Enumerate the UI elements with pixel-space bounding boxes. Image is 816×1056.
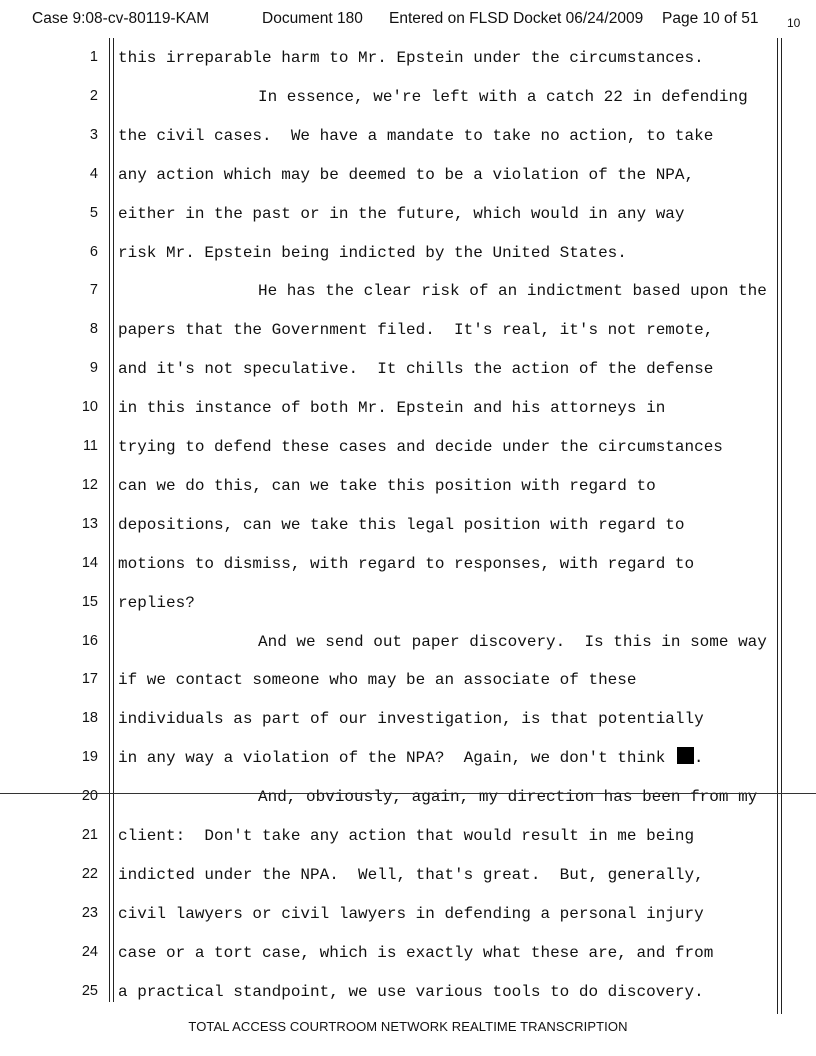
line-text-content: either in the past or in the future, which would in any way (118, 204, 685, 223)
transcript-line (0, 124, 816, 148)
line-number: 1 (89, 49, 98, 65)
transcript-line (0, 318, 816, 342)
line-text (118, 124, 713, 148)
transcript-line (0, 980, 816, 1004)
document-number: Document 180 (262, 10, 363, 27)
line-text-content: risk Mr. Epstein being indicted by the United States. (118, 243, 627, 262)
line-number: 19 (81, 749, 98, 766)
line-number: 8 (89, 321, 98, 338)
scan-artifact-line (0, 793, 816, 794)
transcript-footer: TOTAL ACCESS COURTROOM NETWORK REALTIME TRANSCRIPTION (188, 1019, 628, 1034)
line-number: 21 (81, 827, 98, 843)
line-text-content: trying to defend these cases and decide under the circumstances (118, 438, 723, 456)
line-text-content: if we contact someone who may be an associate of these (118, 671, 637, 690)
line-number: 10 (81, 399, 98, 416)
transcript-page-number: 10 (787, 16, 801, 30)
line-number: 18 (81, 710, 98, 727)
transcript-line (0, 746, 816, 770)
line-text (118, 591, 195, 615)
line-text (118, 513, 685, 537)
line-text (118, 163, 694, 187)
page-indicator: Page 10 of 51 (662, 10, 759, 27)
line-text (258, 785, 757, 809)
transcript-line (0, 357, 816, 381)
line-text (118, 824, 694, 848)
line-text-content: In essence, we're left with a catch 22 in defending (258, 87, 748, 106)
line-text-content: And, obviously, again, my direction has been from my (258, 788, 758, 807)
line-text (118, 746, 704, 770)
line-text (118, 552, 694, 576)
line-number: 17 (81, 671, 98, 688)
transcript-line (0, 941, 816, 965)
line-text-content: case or a tort case, which is exactly what these are, and from (118, 943, 714, 962)
line-text (118, 941, 713, 965)
transcript-line (0, 785, 816, 809)
line-number: 7 (89, 282, 98, 299)
redaction-box (677, 747, 694, 764)
transcript-line (0, 668, 816, 692)
line-text-content: motions to dismiss, with regard to responses, with regard to (118, 554, 695, 573)
line-text-content: replies? (118, 593, 195, 612)
transcript-line (0, 630, 816, 654)
line-text-content: in any way a violation of the NPA? Again, we don't think (118, 749, 675, 768)
line-number: 22 (81, 865, 98, 882)
transcript-line (0, 85, 816, 109)
line-text (118, 668, 636, 692)
transcript-line (0, 591, 816, 615)
transcript-line (0, 396, 816, 420)
transcript-line (0, 46, 816, 70)
line-text (258, 85, 748, 109)
line-number: 9 (89, 360, 98, 377)
line-text-suffix: . (693, 749, 704, 768)
case-number: Case 9:08-cv-80119-KAM (32, 10, 210, 27)
line-number: 16 (81, 632, 98, 649)
line-number: 2 (89, 87, 98, 104)
line-text (118, 707, 704, 731)
line-text-content: the civil cases. We have a mandate to take no action, to take (118, 126, 714, 145)
line-text (118, 241, 627, 265)
line-text (118, 902, 704, 926)
line-text (118, 396, 665, 420)
line-text-content: civil lawyers or civil lawyers in defending a personal injury (118, 904, 704, 923)
transcript-line (0, 824, 816, 848)
line-text-content: papers that the Government filed. It's real, it's not remote, (118, 321, 714, 340)
transcript-line (0, 902, 816, 926)
line-number: 20 (81, 788, 98, 805)
line-text (118, 357, 713, 381)
docket-entry-date: Entered on FLSD Docket 06/24/2009 (389, 10, 644, 27)
line-number: 14 (81, 554, 98, 571)
line-number: 4 (89, 165, 98, 182)
line-text-content: a practical standpoint, we use various tools to do discovery. (118, 982, 704, 1001)
line-text (118, 318, 713, 342)
line-number: 13 (81, 515, 98, 532)
transcript-line (0, 552, 816, 576)
line-text (258, 279, 767, 303)
line-text-content: depositions, can we take this legal position with regard to (118, 515, 685, 534)
transcript-line (0, 279, 816, 303)
line-number: 15 (81, 593, 98, 610)
line-text-content: can we do this, can we take this position with regard to (118, 476, 656, 495)
transcript-line (0, 202, 816, 226)
line-number: 11 (82, 438, 98, 454)
line-text-content: and it's not speculative. It chills the action of the defense (118, 360, 714, 379)
line-text-content: in this instance of both Mr. Epstein and his attorneys in (118, 399, 666, 418)
transcript-line (0, 513, 816, 537)
line-text (118, 474, 656, 498)
line-text (258, 630, 767, 654)
line-number: 12 (81, 476, 98, 493)
line-text (118, 980, 704, 1004)
line-text-content: this irreparable harm to Mr. Epstein under the circumstances. (118, 49, 704, 67)
transcript-line (0, 863, 816, 887)
line-text-content: indicted under the NPA. Well, that's great. But, generally, (118, 865, 704, 884)
line-number: 6 (89, 243, 98, 260)
line-number: 5 (89, 204, 98, 221)
line-number: 24 (81, 943, 98, 960)
transcript-line (0, 707, 816, 731)
transcript-line (0, 435, 816, 459)
line-text (118, 202, 685, 226)
transcript-line (0, 474, 816, 498)
line-text-content: individuals as part of our investigation, is that potentially (118, 710, 704, 729)
transcript-line (0, 163, 816, 187)
line-number: 3 (89, 126, 98, 143)
line-text-content: client: Don't take any action that would result in me being (118, 827, 695, 845)
line-text (118, 863, 704, 887)
line-text-content: He has the clear risk of an indictment based upon the (258, 282, 767, 301)
transcript-line (0, 241, 816, 265)
line-text-content: any action which may be deemed to be a violation of the NPA, (118, 165, 695, 184)
line-text-content: And we send out paper discovery. Is this in some way (258, 632, 767, 651)
line-number: 23 (81, 904, 98, 921)
line-text (118, 435, 723, 459)
line-text (118, 46, 704, 70)
line-number: 25 (81, 982, 98, 999)
